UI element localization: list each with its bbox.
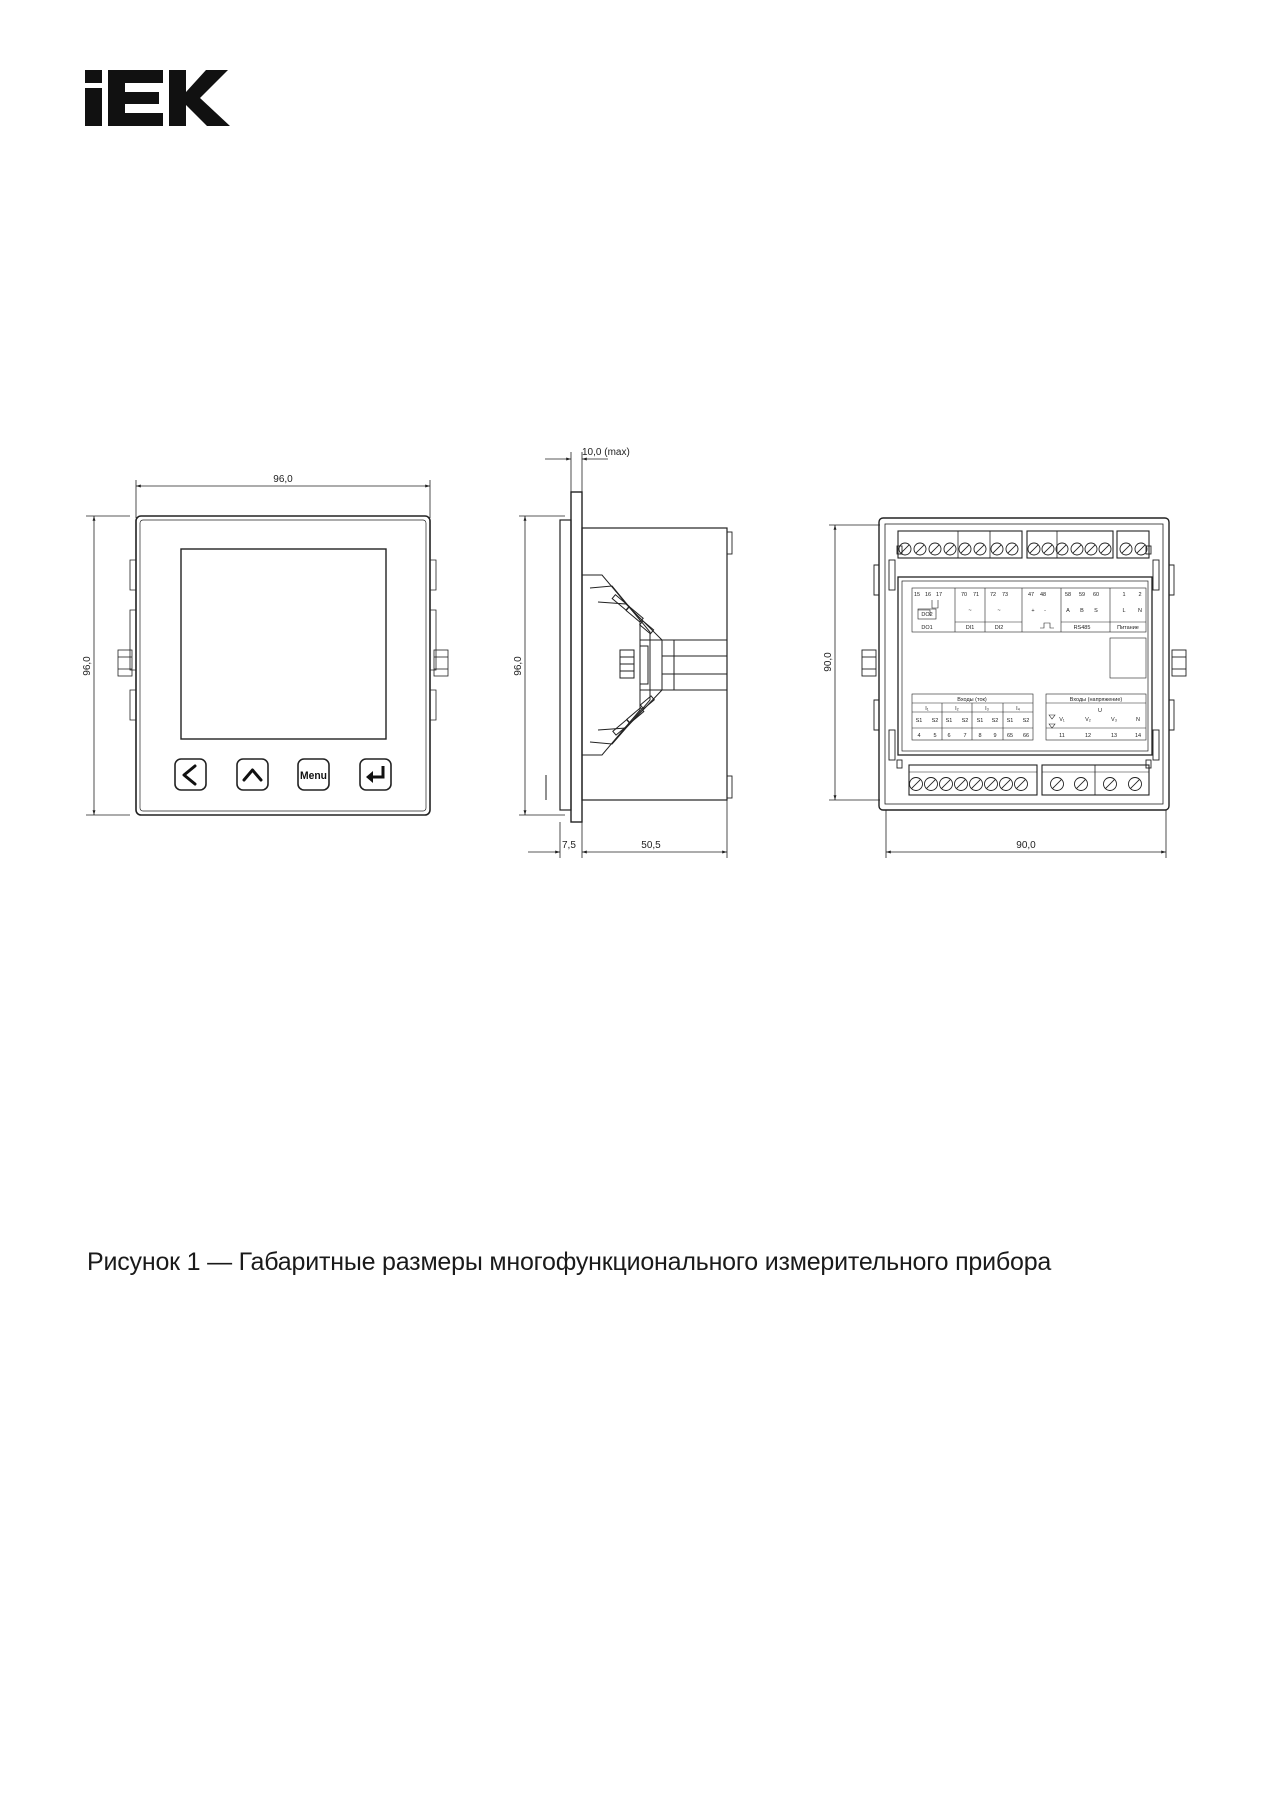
terminal-screw	[929, 543, 941, 555]
terminal-label: S2	[961, 718, 969, 724]
terminal-label: V₃	[1111, 717, 1117, 723]
terminal-label: ~	[968, 608, 972, 614]
terminal-screw	[910, 778, 923, 791]
terminal-screw	[1042, 543, 1054, 555]
button-back[interactable]	[175, 759, 206, 790]
terminal-screw	[1120, 543, 1132, 555]
terminal-label: 4	[917, 733, 921, 739]
terminal-label: S1	[1006, 718, 1014, 724]
terminal-label: 2	[1138, 592, 1142, 598]
terminal-screw	[1000, 778, 1013, 791]
terminal-label: 5	[933, 733, 937, 739]
terminal-label: 11	[1059, 733, 1065, 739]
terminal-label: S2	[931, 718, 939, 724]
terminal-label: +	[1031, 608, 1035, 614]
terminal-label: 72	[989, 592, 997, 598]
top-terminal-table	[912, 588, 1146, 678]
terminal-label: 1	[1122, 592, 1126, 598]
terminal-screw	[1075, 778, 1088, 791]
terminal-screw	[1129, 778, 1142, 791]
terminal-screw	[914, 543, 926, 555]
terminal-label: 14	[1134, 733, 1142, 739]
terminal-screw	[944, 543, 956, 555]
terminal-screw	[1056, 543, 1068, 555]
terminal-screw	[991, 543, 1003, 555]
terminal-label: U	[1098, 708, 1102, 714]
terminal-label: S2	[991, 718, 999, 724]
terminal-label: 59	[1078, 592, 1086, 598]
terminal-label: DO1	[921, 625, 933, 631]
terminal-screw	[955, 778, 968, 791]
terminal-screw	[1006, 543, 1018, 555]
mounting-bracket	[582, 575, 727, 755]
terminal-label: 15	[913, 592, 921, 598]
front-height-label: 96,0	[82, 656, 93, 676]
side-height-label: 96,0	[513, 656, 524, 676]
terminal-screw	[1071, 543, 1083, 555]
terminal-label: Входы (напряжение)	[1069, 697, 1123, 703]
button-up[interactable]	[237, 759, 268, 790]
terminal-label: I₂	[955, 706, 959, 712]
terminal-label: 70	[960, 592, 968, 598]
terminal-label: 66	[1022, 733, 1030, 739]
terminal-label: DI1	[965, 625, 975, 631]
side-top-label: 10,0 (max)	[582, 447, 630, 458]
terminal-label: S2	[1022, 718, 1030, 724]
terminal-screw	[970, 778, 983, 791]
terminal-screw	[899, 543, 911, 555]
terminal-label: S1	[976, 718, 984, 724]
terminal-label: 17	[935, 592, 943, 598]
side-panel-label: 7,5	[562, 840, 576, 851]
terminal-label: V₂	[1085, 717, 1091, 723]
terminal-label: S	[1094, 608, 1098, 614]
terminal-screw	[1104, 778, 1117, 791]
terminal-label: S1	[915, 718, 923, 724]
terminal-label: Входы (ток)	[957, 697, 987, 703]
display-window	[181, 549, 386, 739]
terminal-screw	[1099, 543, 1111, 555]
terminal-screw	[1085, 543, 1097, 555]
side-depth-label: 50,5	[641, 840, 661, 851]
terminal-screw	[925, 778, 938, 791]
terminal-label: 65	[1006, 733, 1014, 739]
terminal-label: 12	[1084, 733, 1092, 739]
terminal-label: 16	[924, 592, 932, 598]
terminal-screw	[1135, 543, 1147, 555]
terminal-label: 6	[947, 733, 951, 739]
terminal-label: B	[1080, 608, 1084, 614]
terminal-screw	[1051, 778, 1064, 791]
terminal-label: 47	[1027, 592, 1035, 598]
front-side-clips	[118, 560, 448, 720]
chevron-up-icon	[244, 770, 261, 780]
terminal-label: 60	[1092, 592, 1100, 598]
rear-width-label: 90,0	[1016, 840, 1036, 851]
terminal-label: N	[1136, 717, 1140, 723]
terminal-label: 48	[1039, 592, 1047, 598]
bottom-terminal-block	[909, 765, 1149, 795]
button-enter[interactable]	[360, 759, 391, 790]
terminal-label: A	[1066, 608, 1070, 614]
terminal-screw	[974, 543, 986, 555]
terminal-label: 9	[993, 733, 997, 739]
terminal-label: DO2	[921, 612, 933, 618]
menu-button-label: Menu	[300, 770, 327, 782]
terminal-label: Питание	[1117, 625, 1139, 631]
terminal-screw	[959, 543, 971, 555]
terminal-label: 7	[963, 733, 967, 739]
terminal-label: L	[1122, 608, 1126, 614]
terminal-label: V₁	[1059, 717, 1065, 723]
rear-height-label: 90,0	[823, 652, 834, 672]
terminal-label: 71	[972, 592, 980, 598]
terminal-label: S1	[945, 718, 953, 724]
terminal-label: 73	[1001, 592, 1009, 598]
terminal-screw	[985, 778, 998, 791]
terminal-screw	[1028, 543, 1040, 555]
terminal-label: -	[1044, 608, 1046, 614]
chevron-left-icon	[184, 766, 195, 784]
terminal-label: RS485	[1073, 625, 1091, 631]
terminal-label: I₃	[985, 706, 989, 712]
terminal-screw	[940, 778, 953, 791]
enter-icon	[366, 766, 383, 783]
terminal-label: 13	[1110, 733, 1118, 739]
terminal-label: N	[1138, 608, 1142, 614]
top-terminal-block	[898, 531, 1149, 558]
front-view	[82, 474, 448, 815]
rear-view	[823, 518, 1186, 858]
terminal-label: I₁	[925, 706, 929, 712]
terminal-label: ~	[997, 608, 1001, 614]
terminal-label: DI2	[994, 625, 1004, 631]
terminal-label: I₄	[1016, 706, 1020, 712]
terminal-label: 8	[978, 733, 982, 739]
terminal-label: 58	[1064, 592, 1072, 598]
figure-caption: Рисунок 1 — Габаритные размеры многофункционального измерительного прибора	[87, 1248, 1052, 1276]
terminal-screw	[1015, 778, 1028, 791]
button-menu[interactable]	[298, 759, 329, 790]
front-width-label: 96,0	[273, 474, 293, 485]
side-view	[513, 447, 732, 858]
